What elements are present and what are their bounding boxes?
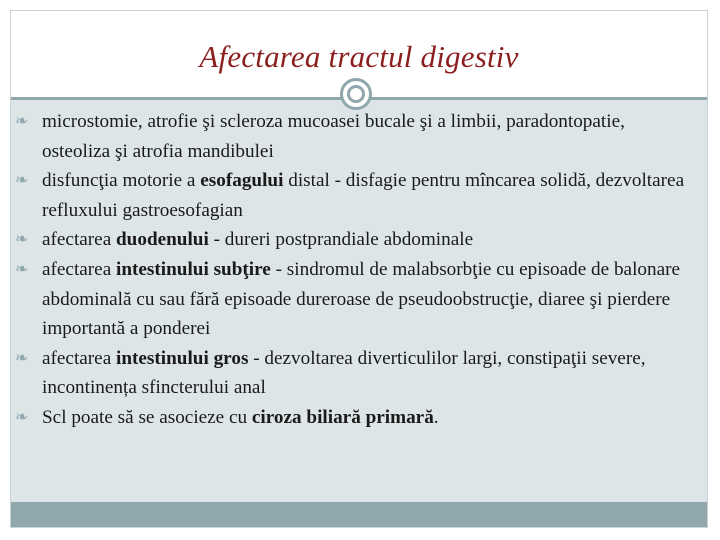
bullet-text: disfuncţia motorie a esofagului distal - disfagie pentru mîncarea solidă, dezvoltarea refluxului gastroesofagian bbox=[42, 170, 685, 221]
bullet-text: Scl poate să se asocieze cu ciroza biliară primară. bbox=[42, 406, 439, 428]
ring-icon bbox=[340, 78, 372, 110]
bullet-item bbox=[15, 225, 695, 255]
bullet-item bbox=[15, 255, 695, 344]
bullet-item bbox=[15, 107, 695, 166]
bullet-text: afectarea intestinului gros - dezvoltarea diverticulilor largi, constipaţii severe, incontinența sfincterului anal bbox=[42, 347, 646, 399]
footer-bar bbox=[11, 502, 707, 527]
bullet-item bbox=[15, 344, 695, 403]
flourish-bullet-icon: ❧ bbox=[15, 260, 29, 278]
slide-title: Afectarea tractul digestiv bbox=[199, 39, 519, 74]
bullet-text: afectarea intestinului subţire - sindromul de malabsorbţie cu episoade de balonare abdominală cu sau fără episoade dureroase de pseudoobstrucţie, diaree şi pierdere importantă a ponderei bbox=[42, 258, 681, 340]
bullet-list bbox=[15, 107, 695, 433]
flourish-bullet-icon: ❧ bbox=[15, 113, 29, 130]
ring-inner-circle bbox=[347, 85, 365, 103]
flourish-bullet-icon: ❧ bbox=[15, 172, 29, 190]
flourish-bullet-icon: ❧ bbox=[15, 408, 29, 426]
flourish-bullet-icon: ❧ bbox=[15, 231, 29, 249]
flourish-bullet-icon: ❧ bbox=[15, 349, 29, 367]
bullet-item bbox=[15, 166, 695, 225]
bullet-text: microstomie, atrofie şi scleroza mucoasei bucale şi a limbii, paradontopatie, osteoliza şi atrofia mandibulei bbox=[42, 111, 625, 162]
bullet-item bbox=[15, 403, 695, 433]
bullet-text: afectarea duodenului - dureri postprandiale abdominale bbox=[42, 229, 474, 251]
